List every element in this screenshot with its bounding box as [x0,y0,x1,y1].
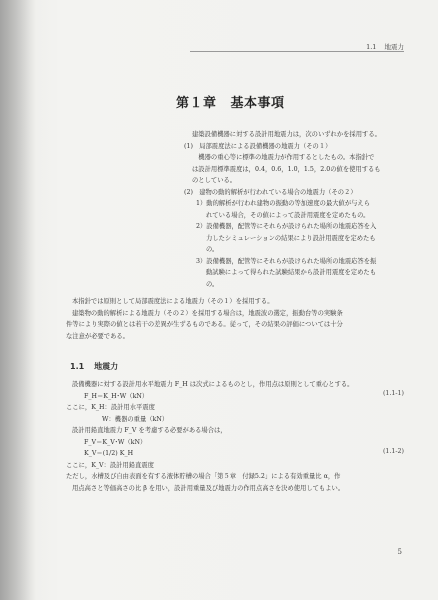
body-paragraph-2 [66,379,353,494]
intro-line: の。 [206,246,219,253]
header-title: 地震力 [384,43,404,51]
equation-number: (1.1-2) [382,448,404,455]
body-line: W：機器の重量（kN） [102,415,169,423]
equation-number: (1.1-1) [382,390,404,397]
intro-paragraph [184,129,381,290]
running-header [360,42,404,51]
intro-line: 建築設備機器に対する設計用地震力は，次のいずれかを採用する。 [192,131,381,138]
chapter-label: 第１章 [176,96,217,111]
equation-line: F_H＝K_H･W（kN） [84,392,149,400]
intro-line: (1) 局部震度法による設備機器の地震力（その１） [184,142,332,150]
chapter-title: 基本事項 [230,96,285,111]
body-line: ここに，K_H：設計用水平震度 [66,404,155,411]
section-title: 地震力 [94,362,119,371]
intro-line: のとしている。 [192,177,237,184]
body-line: 建築物の動的解析による地震力（その２）を採用する場合は，地震波の選定，振動台等の実験条 [72,309,343,317]
page-number: 5 [397,548,402,556]
equation-line: K_V＝(1/2) K_H [84,450,134,457]
intro-line: 動試験によって得られた試験結果から設計用震度を定めたも [206,269,377,276]
body-line: な注意が必要である。 [66,332,129,340]
body-line: 用点高さと等価高さの比 β を用い，設計用重量及び地震力の作用点高さを決め使用してもよい。 [72,484,345,492]
body-line: 設計用鉛直地震力 F_V を考慮する必要がある場合は， [72,427,227,434]
chapter-heading [176,92,285,111]
binding-shadow [0,0,36,600]
intro-line: (2) 建物の動的解析が行われている場合の地震力（その２） [184,188,357,196]
intro-line: 力したシミュレーションの結果により設計用震度を定めたも [206,234,376,242]
body-line: 件等により実際の値とは若干の差異が生ずるものである。従って，その結果の評価については十分 [66,321,343,328]
body-line: 設備機器に対する設計用水平地震力 F_H は次式によるものとし，作用点は原則として重心とする。 [72,381,354,388]
body-line: ここに，K_V：設計用鉛直震度 [66,461,154,469]
intro-line: れている場合，その値によって設計用震度を定めたもの。 [206,211,370,219]
body-line: ただし，水槽及び自由表面を有する液体貯槽の場合「第５章 付録5.2」による有効重量比 α，作 [66,473,341,480]
intro-line: は設計用標準震度は，0.4，0.6，1.0，1.5，2.0の値を使用するも [192,165,381,173]
intro-line: 2）設備機器，配管等にそれらが設けられた場所の地震応答を入 [196,223,377,230]
header-section: 1.1 [366,43,377,51]
intro-line: の。 [206,280,219,288]
body-line: 本指針では原則として局部震度法による地震力（その１）を採用する。 [72,298,274,305]
intro-line: 1）動的解析が行われ建物の振動の等加速度の最大値が与えら [196,200,371,207]
section-heading [70,361,118,372]
intro-line: 3）設備機器，配管等にそれらが設けられた場所の地震応答を振 [196,257,377,265]
body-paragraph-1 [66,296,343,342]
intro-line: 機器の重心等に標準の地震力が作用するとしたもの。本指針で [192,154,375,161]
header-rule [190,51,404,52]
section-number: 1.1 [70,362,85,371]
equation-line: F_V＝K_V･W（kN） [84,438,147,446]
